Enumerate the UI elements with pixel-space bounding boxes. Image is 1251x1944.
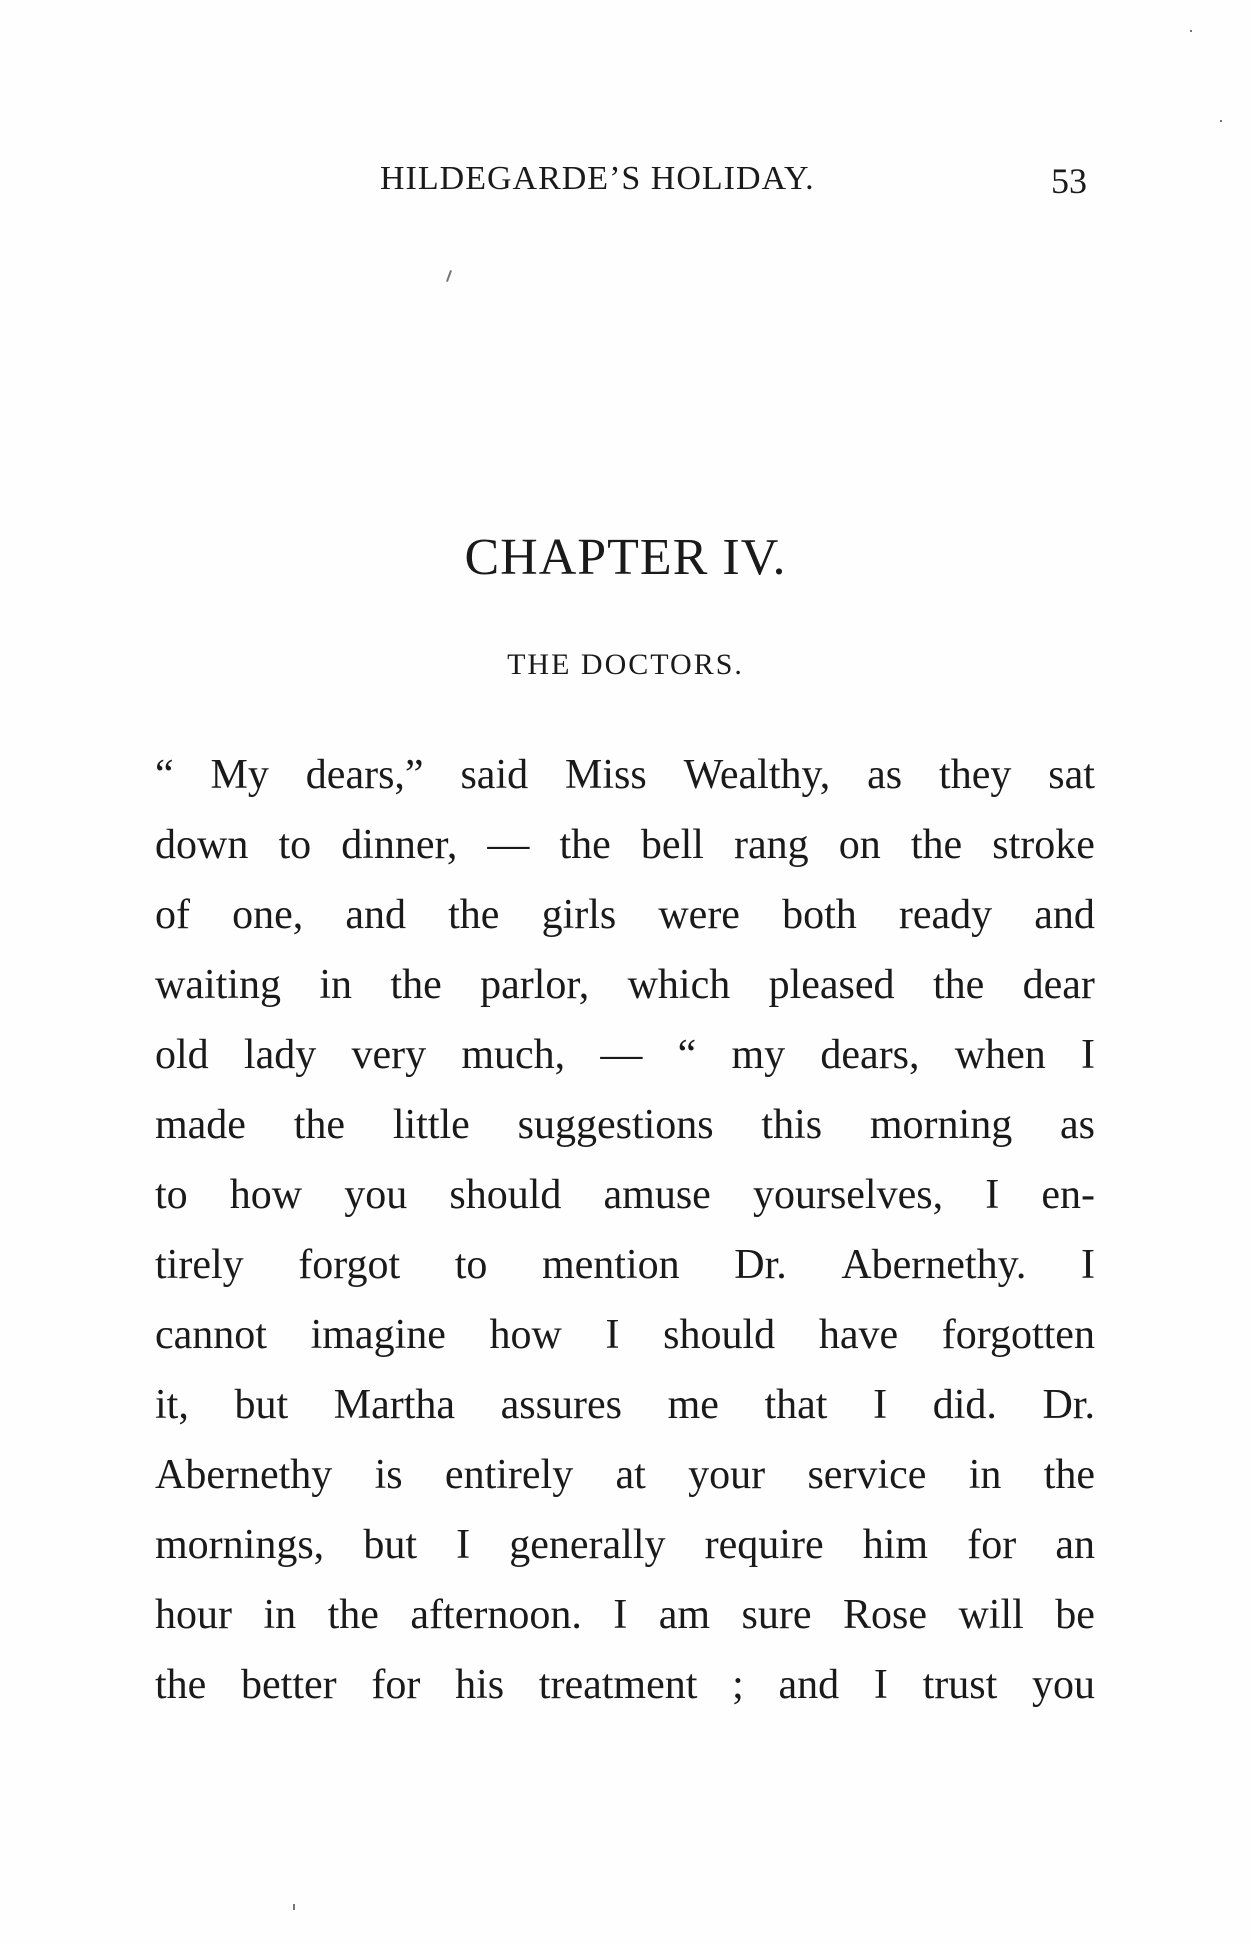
scan-mark [446,270,452,282]
running-head: HILDEGARDE’S HOLIDAY. [380,160,815,197]
chapter-title: CHAPTER IV. [464,529,787,586]
body-text [155,740,1095,1720]
text-line: down to dinner, — the bell rang on the stroke [155,822,1095,868]
text-line: cannot imagine how I should have forgotten [155,1312,1095,1358]
scan-mark [1190,30,1192,32]
text-line: to how you should amuse yourselves, I en- [155,1172,1095,1218]
text-line: tirely forgot to mention Dr. Abernethy. I [155,1242,1095,1288]
text-line: “ My dears,” said Miss Wealthy, as they sat [155,752,1095,798]
text-line: the better for his treatment ; and I trust you [155,1662,1095,1708]
text-line: made the little suggestions this morning as [155,1102,1095,1148]
text-line: of one, and the girls were both ready and [155,892,1095,938]
page-number: 53 [1051,161,1087,201]
scan-mark [293,1904,295,1910]
text-line: Abernethy is entirely at your service in the [155,1452,1095,1498]
text-line: old lady very much, — “ my dears, when I [155,1032,1095,1078]
text-line: it, but Martha assures me that I did. Dr. [155,1382,1095,1428]
text-line: mornings, but I generally require him for an [155,1522,1095,1568]
text-line: hour in the afternoon. I am sure Rose will be [155,1592,1095,1638]
chapter-subtitle: THE DOCTORS. [507,648,744,681]
text-line: waiting in the parlor, which pleased the dear [155,962,1095,1008]
scan-mark [1220,120,1222,122]
